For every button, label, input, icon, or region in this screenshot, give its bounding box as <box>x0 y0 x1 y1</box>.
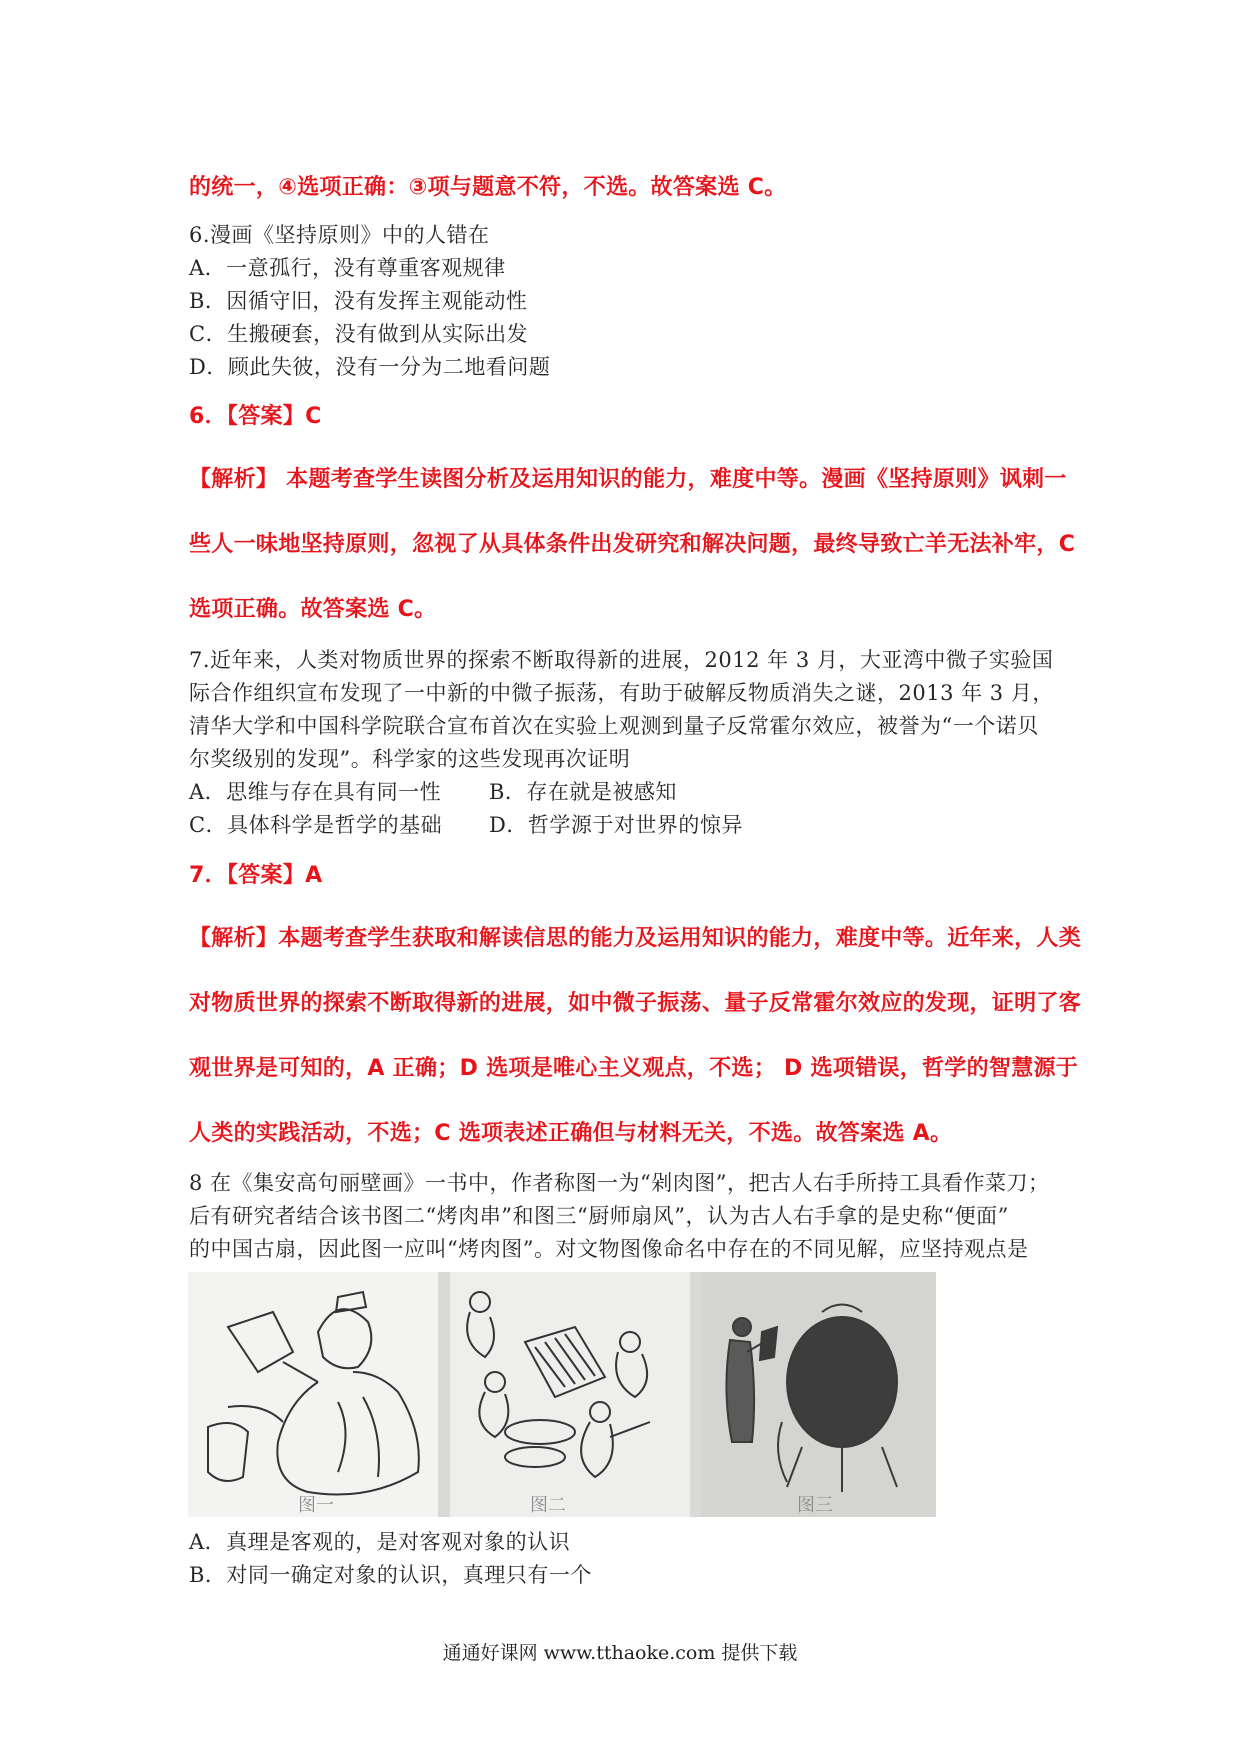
q7-options-row1 <box>189 776 677 806</box>
q7-options-row2 <box>189 809 743 839</box>
fanning-cook-illustration <box>702 1272 936 1517</box>
q7-analysis-line: 观世界是可知的，A 正确；D 选项是唯心主义观点，不选； D 选项错误，哲学的智慧源于 <box>189 1056 1079 1081</box>
q7-option-d: D．哲学源于对世界的惊异 <box>489 813 743 837</box>
q6-option-b: B．因循守旧，没有发挥主观能动性 <box>189 289 528 313</box>
q7-answer: 7．【答案】A <box>189 863 323 888</box>
q8-stem-line: 8 在《集安高句丽壁画》一书中，作者称图一为“剁肉图”，把古人右手所持工具看作菜刀； <box>189 1171 1050 1195</box>
q6-answer: 6．【答案】C <box>189 404 322 429</box>
q6-stem: 6.漫画《坚持原则》中的人错在 <box>189 223 490 247</box>
mural-panel-2 <box>450 1272 690 1517</box>
cooking-figure-illustration <box>188 1272 438 1517</box>
q7-stem-line: 清华大学和中国科学院联合宣布首次在实验上观测到量子反常霍尔效应，被誉为“一个诺贝 <box>189 714 1039 738</box>
figure-caption-2: 图二 <box>530 1495 566 1516</box>
q7-option-a: A．思维与存在具有同一性 <box>189 780 442 804</box>
page-footer: 通通好课网 www.tthaoke.com 提供下载 <box>442 1642 798 1664</box>
q6-option-c: C．生搬硬套，没有做到从实际出发 <box>189 322 529 346</box>
q7-stem-line: 尔奖级别的发现”。科学家的这些发现再次证明 <box>189 747 631 771</box>
q6-option-a: A．一意孤行，没有尊重客观规律 <box>189 256 506 280</box>
q7-analysis-line: 对物质世界的探索不断取得新的进展，如中微子振荡、量子反常霍尔效应的发现，证明了客 <box>189 991 1082 1016</box>
prev-answer-tail: 的统一，④选项正确：③项与题意不符，不选。故答案选 C。 <box>189 175 787 200</box>
mural-panel-3 <box>702 1272 936 1517</box>
q7-stem-line: 7.近年来，人类对物质世界的探索不断取得新的进展，2012 年 3 月，大亚湾中微子实验国 <box>189 648 1054 672</box>
q7-option-c: C．具体科学是哲学的基础 <box>189 813 443 837</box>
mural-figure <box>188 1272 936 1517</box>
q8-option-a: A．真理是客观的，是对客观对象的认识 <box>189 1530 571 1554</box>
q7-analysis-line: 人类的实践活动，不选；C 选项表述正确但与材料无关，不选。故答案选 A。 <box>189 1121 953 1146</box>
q7-stem-line: 际合作组织宣布发现了一中新的中微子振荡，有助于破解反物质消失之谜，2013 年 3 月， <box>189 681 1054 705</box>
q6-analysis-line: 【解析】 本题考查学生读图分析及运用知识的能力，难度中等。漫画《坚持原则》讽刺一 <box>189 467 1067 492</box>
q8-option-b: B．对同一确定对象的认识，真理只有一个 <box>189 1563 592 1587</box>
q6-analysis-line: 些人一味地坚持原则，忽视了从具体条件出发研究和解决问题，最终导致亡羊无法补牢，C <box>189 532 1076 557</box>
q6-option-d: D．顾此失彼，没有一分为二地看问题 <box>189 355 551 379</box>
figure-caption-1: 图一 <box>298 1495 334 1516</box>
grill-scene-illustration <box>450 1272 690 1517</box>
figure-caption-3: 图三 <box>797 1495 833 1516</box>
q6-analysis-line: 选项正确。故答案选 C。 <box>189 597 437 622</box>
q7-option-b: B．存在就是被感知 <box>489 780 677 804</box>
q8-stem-line: 的中国古扇，因此图一应叫“烤肉图”。对文物图像命名中存在的不同见解，应坚持观点是 <box>189 1237 1029 1261</box>
q7-analysis-line: 【解析】本题考查学生获取和解读信思的能力及运用知识的能力，难度中等。近年来，人类 <box>189 926 1082 951</box>
mural-panel-1 <box>188 1272 438 1517</box>
q8-stem-line: 后有研究者结合该书图二“烤肉串”和图三“厨师扇风”，认为古人右手拿的是史称“便面” <box>189 1204 1009 1228</box>
